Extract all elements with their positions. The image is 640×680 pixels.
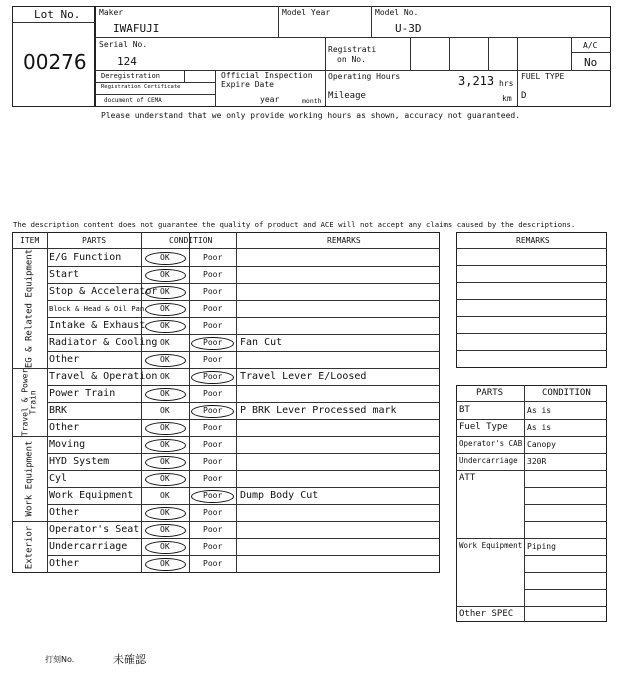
fuel-type-label: FUEL TYPE	[521, 72, 565, 81]
cema-document-label: document of CEMA	[104, 97, 162, 104]
disclaimer-text: The description content does not guarantee the quality of product and ACE will not accept any claims caused by the descriptions.	[13, 220, 576, 229]
row-divider	[47, 470, 440, 471]
condition-selected-oval	[145, 286, 186, 299]
ok-option: OK	[160, 372, 170, 381]
poor-option: Poor	[203, 372, 223, 381]
deregistration-label: Deregistration	[101, 72, 161, 80]
ok-option: OK	[160, 270, 170, 279]
lot-label: Lot No.	[34, 8, 81, 21]
part-label: Start	[49, 269, 80, 280]
spec-row-divider	[524, 589, 607, 590]
poor-option: Poor	[203, 508, 223, 517]
part-label: Stop & Accelerator	[49, 286, 158, 297]
mileage-label: Mileage	[328, 91, 366, 101]
row-divider	[47, 266, 440, 267]
lot-number: 00276	[23, 50, 87, 74]
remark-text: Fan Cut	[240, 337, 283, 348]
month-label: month	[302, 97, 322, 105]
serial-label: Serial No.	[99, 40, 148, 49]
poor-option: Poor	[203, 406, 223, 415]
spec-part: BT	[459, 405, 470, 415]
ok-option: OK	[160, 406, 170, 415]
remark-text: Dump Body Cut	[240, 490, 319, 501]
registration-certificate-label: Registration Certificate	[101, 84, 181, 90]
col-remarks-header: REMARKS	[327, 236, 361, 245]
ok-option: OK	[160, 321, 170, 330]
group-label-eg: EG & Related Equipment	[24, 248, 35, 369]
row-divider	[47, 334, 440, 335]
spec-condition: Piping	[527, 542, 556, 551]
condition-selected-oval	[145, 541, 186, 554]
ok-option: OK	[160, 525, 170, 534]
part-label: Other	[49, 422, 80, 433]
condition-selected-oval	[191, 490, 234, 503]
spec-part: Other SPEC	[459, 609, 514, 619]
maker-label: Maker	[99, 8, 124, 17]
ac-label: A/C	[583, 41, 598, 50]
ok-option: OK	[160, 253, 170, 262]
group-label-work: Work Equipment	[24, 440, 35, 517]
ok-option: OK	[160, 304, 170, 313]
accuracy-notice: Please understand that we only provide working hours as shown, accuracy not guaranteed.	[101, 111, 521, 120]
row-divider	[47, 555, 440, 556]
ok-option: OK	[160, 457, 170, 466]
ok-option: OK	[160, 559, 170, 568]
condition-selected-oval	[145, 507, 186, 520]
row-divider	[47, 351, 440, 352]
year-label: year	[260, 95, 280, 104]
col-parts-header: PARTS	[82, 236, 107, 245]
condition-selected-oval	[145, 558, 186, 571]
spec-row-divider	[456, 436, 607, 437]
ok-option: OK	[160, 440, 170, 449]
poor-option: Poor	[203, 474, 223, 483]
part-label: Operator's Seat	[49, 524, 140, 535]
poor-option: Poor	[203, 321, 223, 330]
stamp-value: 未確認	[113, 653, 146, 666]
registration-label: Registrati	[328, 45, 377, 54]
part-label: Moving	[49, 439, 86, 450]
registration-label-2: on No.	[337, 55, 366, 64]
row-divider	[47, 385, 440, 386]
poor-option: Poor	[203, 338, 223, 347]
model-no-label: Model No.	[375, 8, 419, 17]
part-label: Radiator & Cooling	[49, 337, 158, 348]
ok-option: OK	[160, 287, 170, 296]
spec-row-divider	[524, 487, 607, 488]
spec-condition: As is	[527, 406, 552, 415]
part-label: Other	[49, 354, 80, 365]
spec-condition: 320R	[527, 457, 547, 466]
poor-option: Poor	[203, 491, 223, 500]
spec-part: Undercarriage	[459, 456, 518, 465]
spec-row-divider	[524, 572, 607, 573]
serial-value: 124	[117, 55, 137, 68]
poor-option: Poor	[203, 287, 223, 296]
spec-part: Work Equipment	[459, 541, 523, 550]
poor-option: Poor	[203, 355, 223, 364]
part-label: Travel & Operation	[49, 371, 158, 382]
ok-option: OK	[160, 338, 170, 347]
official-inspection-label: Official Inspection	[221, 71, 313, 80]
remark-text: Travel Lever E/Loosed	[240, 371, 367, 382]
maker-value: IWAFUJI	[113, 22, 160, 35]
col-condition-header: CONDITION	[169, 236, 213, 245]
condition-selected-oval	[191, 371, 234, 384]
spec-part: Fuel Type	[459, 422, 508, 432]
ok-option: OK	[160, 355, 170, 364]
poor-option: Poor	[203, 559, 223, 568]
expire-date-label: Expire Date	[221, 80, 274, 89]
poor-option: Poor	[203, 457, 223, 466]
part-label: HYD System	[49, 456, 110, 467]
poor-option: Poor	[203, 440, 223, 449]
ok-option: OK	[160, 542, 170, 551]
spec-row-divider	[456, 606, 607, 607]
spec-row-divider	[524, 521, 607, 522]
model-year-label: Model Year	[282, 8, 331, 17]
spec-row-divider	[524, 555, 607, 556]
ok-option: OK	[160, 491, 170, 500]
poor-option: Poor	[203, 270, 223, 279]
part-label: Work Equipment	[49, 490, 134, 501]
row-divider	[47, 538, 440, 539]
poor-option: Poor	[203, 389, 223, 398]
group-label-exterior: Exterior	[24, 525, 35, 570]
condition-selected-oval	[145, 252, 186, 265]
part-label: Power Train	[49, 388, 116, 399]
condition-selected-oval	[145, 269, 186, 282]
right-remarks-header: REMARKS	[516, 236, 550, 245]
spec-part: ATT	[459, 473, 476, 483]
condition-selected-oval	[145, 303, 186, 316]
spec-condition: Canopy	[527, 440, 556, 449]
poor-option: Poor	[203, 525, 223, 534]
spec-row-divider	[456, 419, 607, 420]
condition-selected-oval	[191, 405, 234, 418]
ok-option: OK	[160, 474, 170, 483]
spec-row-divider	[524, 504, 607, 505]
poor-option: Poor	[203, 542, 223, 551]
part-label: Other	[49, 558, 80, 569]
part-label: BRK	[49, 405, 68, 416]
condition-selected-oval	[191, 337, 234, 350]
condition-selected-oval	[145, 439, 186, 452]
condition-selected-oval	[145, 422, 186, 435]
poor-option: Poor	[203, 304, 223, 313]
fuel-type-value: D	[521, 91, 527, 101]
row-divider	[47, 419, 440, 420]
spec-row-divider	[456, 538, 607, 539]
row-divider	[47, 487, 440, 488]
condition-selected-oval	[145, 388, 186, 401]
part-label: Other	[49, 507, 80, 518]
part-label: Block & Head & Oil Pan	[49, 304, 145, 313]
condition-selected-oval	[145, 524, 186, 537]
condition-selected-oval	[145, 354, 186, 367]
spec-row-divider	[456, 453, 607, 454]
part-label: Cyl	[49, 473, 68, 484]
km-unit: km	[502, 94, 512, 103]
row-divider	[47, 504, 440, 505]
operating-hours-value: 3,213	[458, 74, 495, 88]
group-label-travel: Travel & Power Train	[20, 368, 38, 437]
part-label: Intake & Exhaust	[49, 320, 146, 331]
part-label: Undercarriage	[49, 541, 128, 552]
row-divider	[47, 453, 440, 454]
row-divider	[47, 283, 440, 284]
ok-option: OK	[160, 423, 170, 432]
ok-option: OK	[160, 389, 170, 398]
poor-option: Poor	[203, 253, 223, 262]
spec-condition: As is	[527, 423, 552, 432]
hrs-unit: hrs	[499, 79, 514, 88]
condition-selected-oval	[145, 473, 186, 486]
condition-selected-oval	[145, 320, 186, 333]
part-label: E/G Function	[49, 252, 122, 263]
ok-option: OK	[160, 508, 170, 517]
poor-option: Poor	[203, 423, 223, 432]
row-divider	[47, 300, 440, 301]
spec-condition-header: CONDITION	[542, 388, 591, 398]
col-item-header: ITEM	[20, 236, 40, 245]
model-no-value: U-3D	[395, 22, 422, 35]
operating-hours-label: Operating Hours	[328, 72, 401, 81]
stamp-label: 打刻No.	[45, 655, 75, 664]
spec-row-divider	[456, 470, 607, 471]
row-divider	[47, 402, 440, 403]
spec-parts-header: PARTS	[476, 388, 504, 398]
spec-part: Operator's CAB	[459, 439, 523, 448]
row-divider	[47, 317, 440, 318]
ac-value: No	[584, 56, 598, 69]
condition-selected-oval	[145, 456, 186, 469]
remark-text: P BRK Lever Processed mark	[240, 405, 397, 416]
